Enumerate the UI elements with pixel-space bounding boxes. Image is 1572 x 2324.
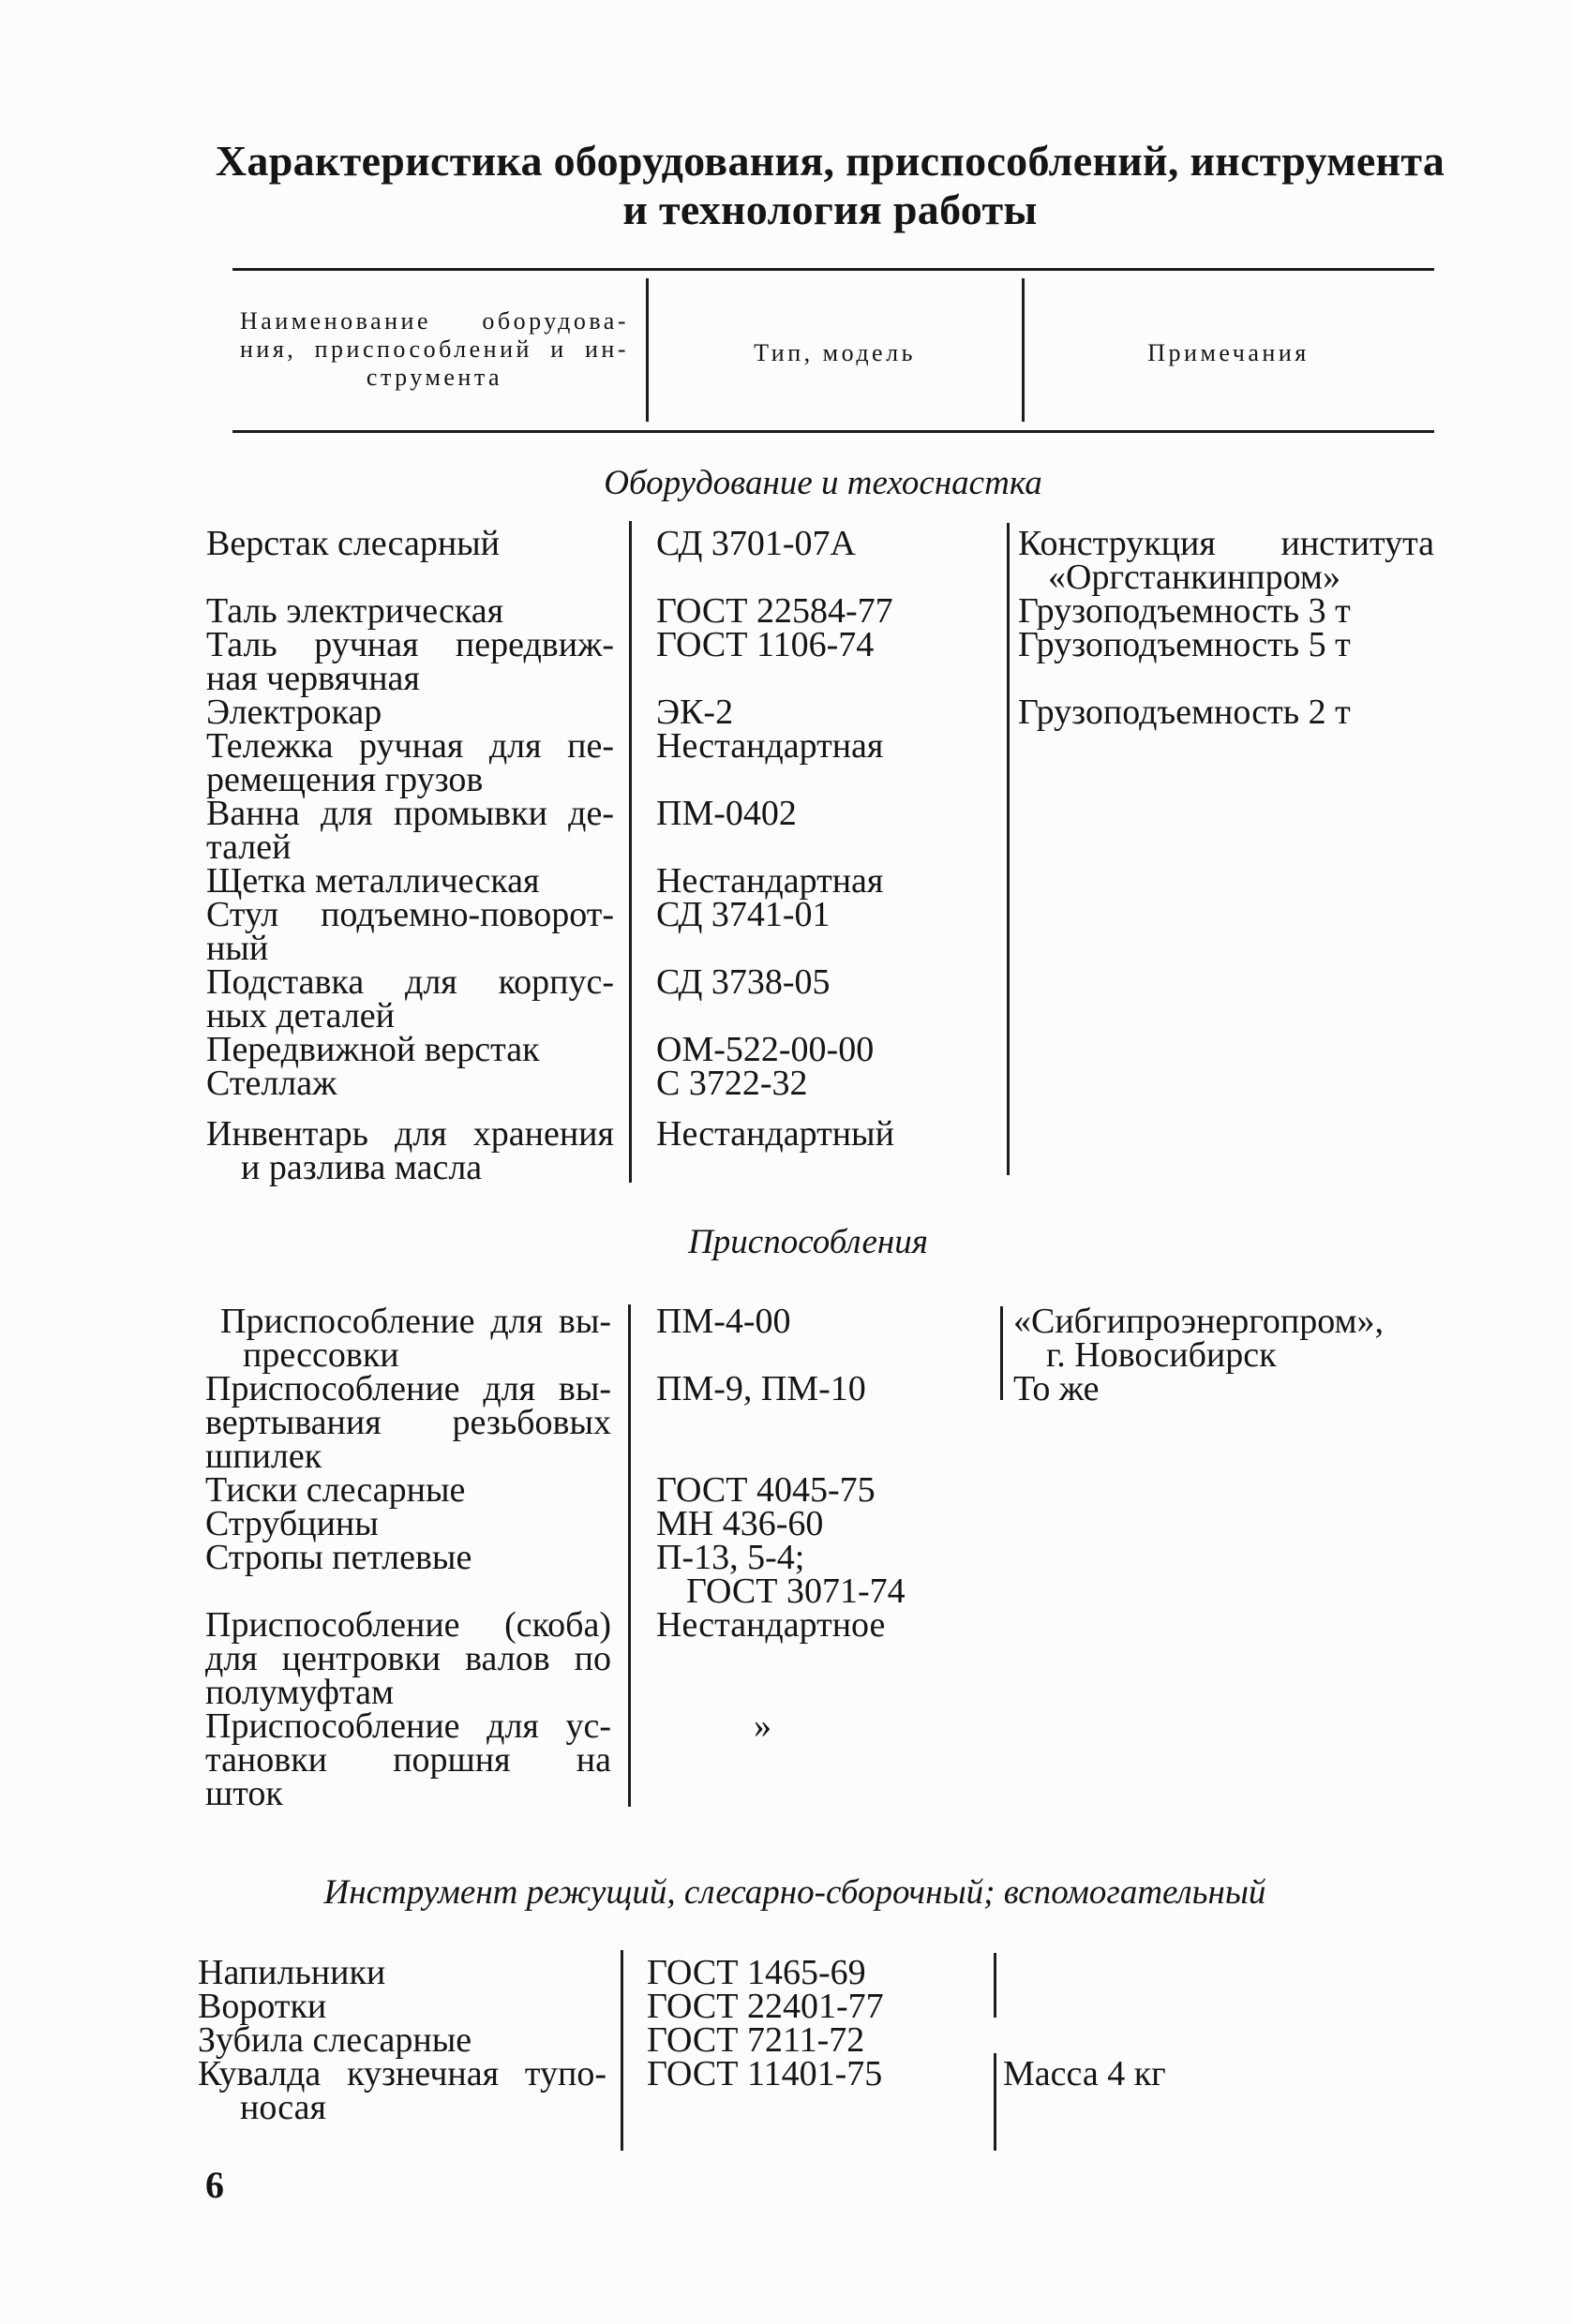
name-cell bbox=[198, 1953, 606, 1992]
model-line: П-13, 5-4; bbox=[656, 1538, 805, 1577]
model-line: ГОСТ 3071-74 bbox=[686, 1572, 906, 1611]
name-line: Инвентарь для хранения bbox=[206, 1114, 614, 1154]
name-line: Приспособление для ус- bbox=[205, 1706, 611, 1746]
name-line: Приспособление для вы- bbox=[220, 1302, 611, 1341]
table-row bbox=[0, 962, 1572, 1035]
model-cell bbox=[656, 962, 994, 1033]
model-cell bbox=[656, 693, 994, 732]
name-cell bbox=[206, 693, 614, 732]
note-line: Конструкция института bbox=[1018, 524, 1434, 563]
model-line: ПМ-0402 bbox=[656, 794, 797, 833]
header-name-line: Наименование оборудова- bbox=[240, 307, 629, 335]
name-cell bbox=[198, 2020, 606, 2060]
model-line: ГОСТ 22584-77 bbox=[656, 591, 893, 631]
note-cell bbox=[1013, 1507, 1434, 1541]
table-row bbox=[0, 1302, 1572, 1375]
note-cell bbox=[1013, 1302, 1434, 1375]
name-line: Стеллаж bbox=[206, 1064, 337, 1103]
model-line: ОМ-522-00-00 bbox=[656, 1030, 875, 1069]
name-cell bbox=[206, 524, 614, 594]
note-line: «Сибгипроэнергопром», bbox=[1013, 1302, 1385, 1341]
model-cell bbox=[656, 591, 994, 631]
name-line: Воротки bbox=[198, 1987, 327, 2026]
name-line: Стропы петлевые bbox=[205, 1538, 472, 1577]
model-line: » bbox=[754, 1706, 771, 1746]
name-cell bbox=[198, 1987, 606, 2026]
model-line: ПМ-9, ПМ-10 bbox=[656, 1369, 866, 1408]
name-cell bbox=[206, 895, 614, 968]
model-line: ГОСТ 7211-72 bbox=[647, 2020, 865, 2060]
note-cell bbox=[1018, 965, 1434, 1033]
table-row bbox=[0, 794, 1572, 867]
note-cell bbox=[1018, 797, 1434, 864]
name-line: шпилек bbox=[205, 1437, 322, 1476]
header-model-cell: Тип, модель bbox=[754, 339, 916, 366]
model-cell bbox=[656, 1369, 994, 1473]
name-line: и разлива масла bbox=[241, 1148, 483, 1187]
name-line: Подставка для корпус- bbox=[206, 962, 614, 1002]
note-cell bbox=[1018, 625, 1434, 695]
name-line: полумуфтам bbox=[205, 1673, 395, 1712]
name-line: носая bbox=[240, 2088, 326, 2127]
model-line: Нестандартная bbox=[656, 861, 884, 901]
name-cell bbox=[205, 1538, 611, 1608]
model-line: Нестандартное bbox=[656, 1605, 886, 1645]
name-line: Стул подъемно-поворот- bbox=[206, 895, 614, 934]
model-cell bbox=[647, 2020, 984, 2060]
name-line: Ванна для промывки де- bbox=[206, 794, 614, 833]
name-line: Зубила слесарные bbox=[198, 2020, 472, 2060]
section-heading: Приспособления bbox=[688, 1223, 928, 1261]
name-line: для центровки валов по bbox=[205, 1639, 611, 1678]
model-cell bbox=[647, 1953, 984, 1992]
name-line: шток bbox=[205, 1774, 283, 1813]
name-line: Верстак слесарный bbox=[206, 524, 501, 563]
name-line: ный bbox=[206, 929, 269, 968]
table-row bbox=[0, 625, 1572, 698]
name-line: Передвижной верстак bbox=[206, 1030, 540, 1069]
header-notes-cell: Примечания bbox=[1147, 339, 1310, 366]
model-line: ГОСТ 1106-74 bbox=[656, 625, 875, 664]
name-line: Щетка металлическая bbox=[206, 861, 540, 901]
note-cell bbox=[1018, 1066, 1434, 1100]
name-cell bbox=[206, 794, 614, 867]
name-line: Таль электрическая bbox=[206, 591, 504, 631]
table-row bbox=[0, 1369, 1572, 1476]
name-cell bbox=[206, 726, 614, 799]
note-line: Масса 4 кг bbox=[1003, 2054, 1166, 2093]
model-cell bbox=[656, 1538, 994, 1611]
note-line: То же bbox=[1013, 1369, 1100, 1408]
model-cell bbox=[656, 1064, 994, 1103]
name-line: вертывания резьбовых bbox=[205, 1403, 611, 1442]
model-line: СД 3741-01 bbox=[656, 895, 831, 934]
model-cell bbox=[647, 2054, 984, 2124]
note-cell bbox=[1003, 2054, 1425, 2124]
name-cell bbox=[206, 1064, 614, 1103]
name-line: ных деталей bbox=[206, 996, 396, 1035]
model-cell bbox=[656, 1304, 994, 1372]
model-cell bbox=[656, 1030, 994, 1069]
model-line: СД 3701-07А bbox=[656, 524, 856, 563]
table-row bbox=[0, 693, 1572, 732]
note-cell bbox=[1018, 864, 1434, 898]
model-cell bbox=[656, 895, 994, 965]
header-top-rule bbox=[232, 268, 1434, 271]
table-row bbox=[0, 1987, 1572, 2026]
name-cell bbox=[205, 1470, 611, 1510]
note-line: Грузоподъемность 5 т bbox=[1018, 625, 1351, 664]
equipment-rows bbox=[0, 524, 1572, 1187]
name-cell bbox=[206, 591, 614, 631]
name-cell bbox=[205, 1369, 611, 1476]
table-row bbox=[0, 1030, 1572, 1069]
note-cell bbox=[1018, 524, 1434, 597]
note-cell bbox=[1018, 591, 1434, 631]
table-row bbox=[0, 1706, 1572, 1813]
page-title-line-2: и технология работы bbox=[622, 186, 1038, 233]
table-row bbox=[0, 1953, 1572, 1992]
section-heading: Инструмент режущий, слесарно-сборочный; вспомогательный bbox=[323, 1873, 1266, 1912]
table-row bbox=[0, 1470, 1572, 1510]
note-line: «Оргстанкинпром» bbox=[1048, 558, 1340, 597]
model-cell bbox=[647, 1987, 984, 2026]
name-line: Кувалда кузнечная тупо- bbox=[198, 2054, 606, 2093]
note-cell bbox=[1013, 1608, 1434, 1709]
section-heading: Оборудование и техоснастка bbox=[604, 464, 1042, 502]
note-cell bbox=[1003, 2023, 1425, 2057]
name-cell bbox=[205, 1605, 611, 1712]
name-line: ная червячная bbox=[206, 659, 420, 698]
table-row bbox=[0, 1605, 1572, 1712]
note-cell bbox=[1018, 1033, 1434, 1066]
model-line: Нестандартный bbox=[656, 1114, 894, 1154]
name-line: Таль ручная передвиж- bbox=[206, 625, 614, 664]
note-cell bbox=[1018, 898, 1434, 965]
model-cell bbox=[656, 1605, 994, 1709]
name-line: талей bbox=[206, 827, 292, 867]
model-cell bbox=[656, 625, 994, 695]
name-cell bbox=[198, 2054, 606, 2127]
model-cell bbox=[656, 524, 994, 594]
tools-rows bbox=[0, 1953, 1572, 2127]
model-cell bbox=[656, 1504, 994, 1543]
table-row bbox=[0, 2020, 1572, 2060]
name-line: ремещения грузов bbox=[206, 760, 484, 799]
header-bottom-rule bbox=[232, 430, 1434, 433]
note-cell bbox=[1018, 1117, 1434, 1184]
model-cell bbox=[656, 1114, 994, 1184]
table-row bbox=[0, 726, 1572, 799]
table-row bbox=[0, 591, 1572, 631]
note-cell bbox=[1018, 693, 1434, 732]
table-row bbox=[0, 895, 1572, 968]
header-name-line: струмента bbox=[366, 364, 503, 391]
name-line: Тиски слесарные bbox=[205, 1470, 466, 1510]
note-cell bbox=[1003, 1989, 1425, 2023]
name-cell bbox=[206, 1030, 614, 1069]
note-cell bbox=[1018, 729, 1434, 797]
name-cell bbox=[206, 861, 614, 901]
model-line: СД 3738-05 bbox=[656, 962, 831, 1002]
note-cell bbox=[1003, 1956, 1425, 1989]
model-line: С 3722-32 bbox=[656, 1064, 808, 1103]
model-line: ЭК-2 bbox=[656, 693, 734, 732]
name-line: Тележка ручная для пе- bbox=[206, 726, 614, 766]
table-row bbox=[0, 1114, 1572, 1187]
name-line: Приспособление (скоба) bbox=[205, 1605, 611, 1645]
note-line: Грузоподъемность 2 т bbox=[1018, 693, 1351, 732]
name-cell bbox=[205, 1504, 611, 1543]
model-line: Нестандартная bbox=[656, 726, 884, 766]
name-line: тановки поршня на bbox=[205, 1740, 611, 1780]
table-row bbox=[0, 1504, 1572, 1543]
header-name-cell bbox=[240, 307, 629, 392]
name-cell bbox=[206, 625, 614, 698]
model-line: ГОСТ 1465-69 bbox=[647, 1953, 866, 1992]
model-cell bbox=[656, 1706, 994, 1810]
page-title-line-1: Характеристика оборудования, приспособлений, инструмента bbox=[215, 137, 1445, 185]
note-cell bbox=[1013, 1369, 1434, 1473]
model-cell bbox=[656, 794, 994, 864]
model-line: ГОСТ 11401-75 bbox=[647, 2054, 883, 2093]
table-row bbox=[0, 861, 1572, 901]
model-line: ГОСТ 22401-77 bbox=[647, 1987, 884, 2026]
name-line: Электрокар bbox=[206, 693, 382, 732]
table-row bbox=[0, 2054, 1572, 2127]
name-cell bbox=[206, 962, 614, 1035]
note-cell bbox=[1013, 1473, 1434, 1507]
model-line: ГОСТ 4045-75 bbox=[656, 1470, 876, 1510]
model-cell bbox=[656, 1470, 994, 1510]
name-line: прессовки bbox=[243, 1335, 399, 1375]
table-row bbox=[0, 1064, 1572, 1103]
note-cell bbox=[1013, 1709, 1434, 1810]
model-line: ПМ-4-00 bbox=[656, 1302, 791, 1341]
name-cell bbox=[206, 1114, 614, 1187]
header-name-line: ния, приспособлений и ин- bbox=[240, 335, 629, 363]
model-cell bbox=[656, 726, 994, 797]
page-number: 6 bbox=[205, 2164, 224, 2206]
name-cell bbox=[205, 1706, 611, 1813]
name-line: Напильники bbox=[198, 1953, 386, 1992]
name-cell bbox=[205, 1302, 611, 1375]
fixtures-rows bbox=[0, 1302, 1572, 1813]
model-cell bbox=[656, 861, 994, 901]
table-row bbox=[0, 524, 1572, 597]
model-line: МН 436-60 bbox=[656, 1504, 824, 1543]
note-cell bbox=[1013, 1541, 1434, 1608]
note-line: Грузоподъемность 3 т bbox=[1018, 591, 1351, 631]
table-row bbox=[0, 1538, 1572, 1611]
note-line: г. Новосибирск bbox=[1046, 1335, 1277, 1375]
name-line: Приспособление для вы- bbox=[205, 1369, 611, 1408]
name-line: Струбцины bbox=[205, 1504, 379, 1543]
